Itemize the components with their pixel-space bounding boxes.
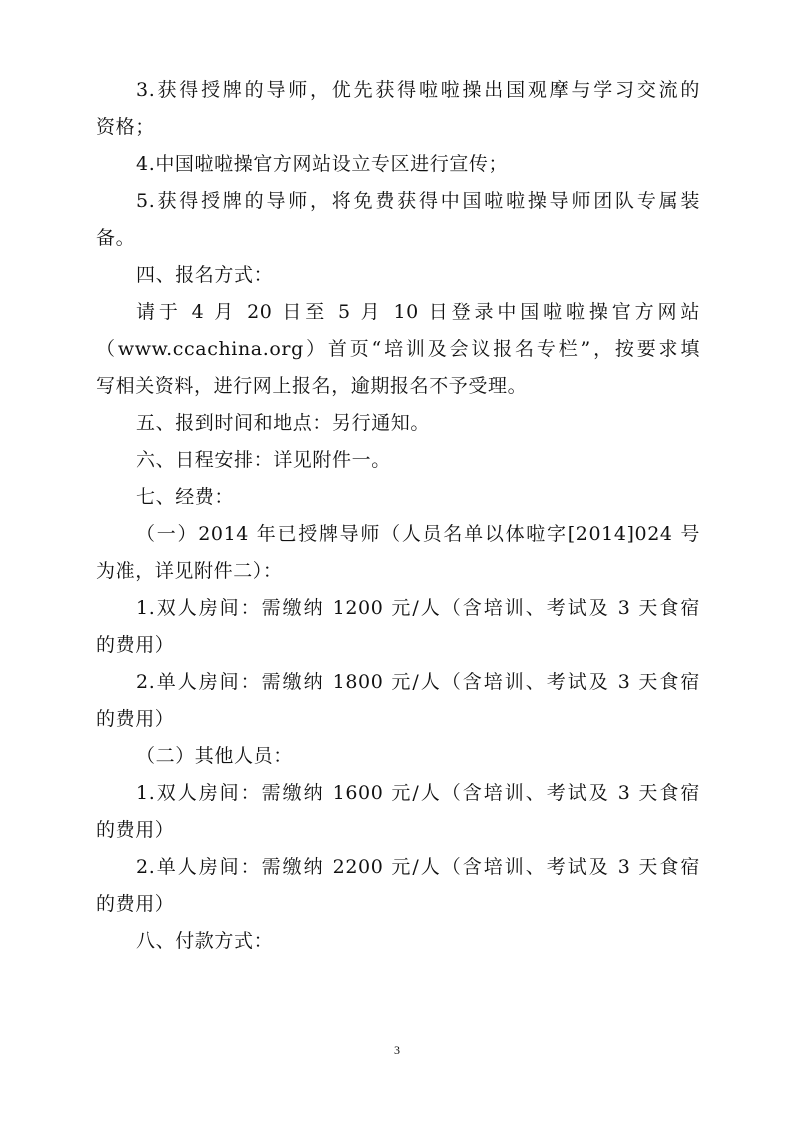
fee-single-room-1800-line-1: 2.单人房间：需缴纳 1800 元/人（含培训、考试及 3 天食宿: [136, 671, 700, 693]
fee-single-room-2200-line-2: 的费用）: [96, 893, 175, 915]
section-report-time-place: 五、报到时间和地点：另行通知。: [136, 412, 431, 434]
page-number: 3: [394, 1043, 400, 1057]
benefit-5-line-2: 备。: [96, 227, 136, 249]
benefit-3-line-2: 资格；: [96, 116, 155, 138]
registration-line-2: （www.ccachina.org）首页“培训及会议报名专栏”，按要求填: [96, 338, 700, 360]
document-body: [96, 78, 700, 966]
benefit-4: 4.中国啦啦操官方网站设立专区进行宣传；: [136, 153, 509, 175]
fee-double-room-1600-line-2: 的费用）: [96, 819, 175, 841]
fee-double-room-1600-line-1: 1.双人房间：需缴纳 1600 元/人（含培训、考试及 3 天食宿: [136, 782, 700, 804]
registration-line-1: 请于 4 月 20 日至 5 月 10 日登录中国啦啦操官方网站: [136, 301, 700, 323]
section-registration-heading: 四、报名方式：: [136, 264, 274, 286]
section-payment-heading: 八、付款方式：: [136, 930, 274, 952]
registration-line-3: 写相关资料，进行网上报名，逾期报名不予受理。: [96, 375, 528, 397]
section-fees-heading: 七、经费：: [136, 486, 235, 508]
fee-double-room-1200-line-1: 1.双人房间：需缴纳 1200 元/人（含培训、考试及 3 天食宿: [136, 597, 700, 619]
fees-group-2-heading: （二）其他人员：: [136, 745, 293, 767]
fee-double-room-1200-line-2: 的费用）: [96, 634, 175, 656]
fees-group-1-line-2: 为准，详见附件二）：: [96, 560, 283, 582]
fees-group-1-line-1: （一）2014 年已授牌导师（人员名单以体啦字[2014]024 号: [136, 523, 700, 545]
benefit-5-line-1: 5.获得授牌的导师，将免费获得中国啦啦操导师团队专属装: [136, 190, 700, 212]
section-schedule: 六、日程安排：详见附件一。: [136, 449, 391, 471]
benefit-3-line-1: 3.获得授牌的导师，优先获得啦啦操出国观摩与学习交流的: [136, 79, 700, 101]
fee-single-room-2200-line-1: 2.单人房间：需缴纳 2200 元/人（含培训、考试及 3 天食宿: [136, 856, 700, 878]
fee-single-room-1800-line-2: 的费用）: [96, 708, 175, 730]
